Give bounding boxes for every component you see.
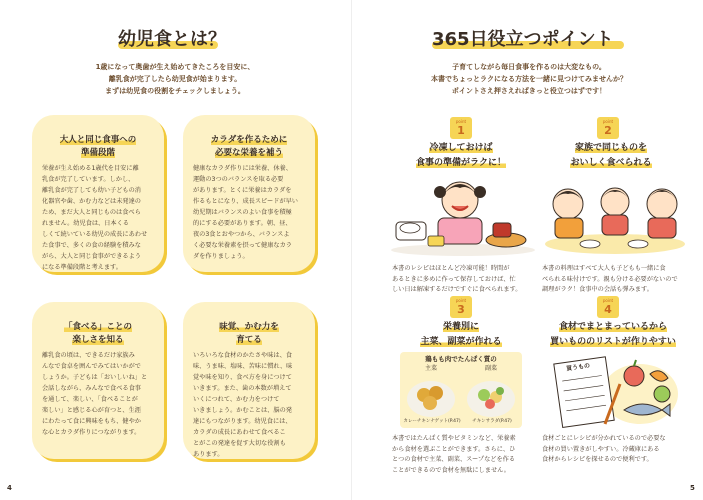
left-page-title: 幼児食とは？ [118, 29, 226, 50]
page-number-left: 4 [7, 484, 12, 492]
page-spine [351, 0, 352, 500]
right-intro-line: 本書でちょっとラクになる方法を一緒に見つけてみませんか？ [431, 75, 627, 83]
point-2-illustration [540, 178, 690, 258]
card-body: 健康なカラダ作りには栄養、休養、 運動の3つのバランスを取る必要 があります。とくに栄養はカラダを 作るもとになり、成長スピードが早い 幼児期はバランスのよい食事を積極 的にする必要があります。朝、昼、 夜の3食とおやつから、バランスよ く必要な栄養素を摂って健康なカラ ダを作りましょう。 [193, 165, 298, 260]
left-intro-line: 1歳になって奥歯が生え始めてきたころを目安に、 [95, 63, 255, 71]
point-1-badge: point 1 [450, 117, 472, 139]
card-preparation [32, 115, 164, 272]
food-box-title: 鶏もも肉でたんぱく質の [425, 355, 497, 363]
card-heading: 味覚、かむ力を 育てる [219, 322, 279, 345]
card-heading: 「食べる」ことの 楽しさを知る [63, 322, 132, 345]
right-intro [384, 61, 674, 97]
food-caption-1: カレーチキンナゲット(P.47) [403, 419, 461, 424]
food-caption-2: チキンサラダ(P.47) [472, 419, 512, 424]
food-photos [400, 371, 522, 421]
point-2-badge: point 2 [597, 117, 619, 139]
right-intro-line: 子育てしながら毎日食事を作るのは大変なもの。 [452, 63, 606, 71]
page-number-right: 5 [690, 484, 695, 492]
card-taste-chewing [183, 302, 315, 459]
point-3-food-box [400, 352, 522, 428]
point-1-body: 本書のレシピはほとんど冷凍可能！時間が あるときに多めに作って保存しておけば、忙 しい日は解凍するだけですぐに食べられます。 [392, 265, 522, 293]
food-box-main-label: 主菜 [424, 365, 437, 372]
left-intro [40, 61, 310, 97]
point-3-body: 本書ではたんぱく質やビタミンなど、栄養素 から食材を選ぶことができます。さらに、ひ とつの食材で主菜、副菜、スープなどを作る ことができるので食材を無駄にしません。 [392, 435, 516, 474]
left-intro-line: 離乳食が完了したら幼児食が始まります。 [108, 75, 242, 83]
right-intro-line: ポイントさえ押さえればきっと役立つはずです！ [451, 87, 607, 95]
card-heading: 大人と同じ食事への 準備段階 [59, 135, 137, 158]
point-4-illustration [550, 354, 680, 430]
right-page-title: 365日役立つポイント [432, 29, 614, 50]
point-1-heading: 冷凍しておけば 食事の準備がラクに！ [415, 143, 506, 168]
point-3-heading: 栄養別に 主菜、副菜が作れる [420, 322, 502, 347]
point-2-body: 本書の料理はすべて大人も子どもも一緒に食 べられる味付けです。親も分ける必要がないので 調理がラク！食事中の会話も弾みます。 [542, 265, 678, 293]
point-4-body: 食材ごとにレシピが分かれているので必要な 食材の買い置きがしやすい。冷蔵庫にある 食材からレシピを探せるので便利です。 [542, 435, 666, 463]
point-4-heading: 食材でまとまっているから 買いもののリストが作りやすい [550, 322, 676, 347]
point-4-badge: point 4 [597, 296, 619, 318]
point-1-illustration [388, 178, 538, 258]
card-nutrition [183, 115, 315, 272]
card-heading: カラダを作るために 必要な栄養を補う [210, 135, 288, 158]
food-box-side-label: 副菜 [484, 365, 497, 372]
left-intro-line: まずは幼児食の役割をチェックしましょう。 [105, 87, 245, 95]
point-3-badge: point 3 [450, 296, 472, 318]
card-body: 栄養が生え始める1歳代を目安に離 乳食が完了しています。しかし、 離乳食が完了しても幼い子どもの消 化器官や歯、かむ力などは未発達の ため、まだ大人と同じものは食べら れません。幼児食は、日本くる しくて続いている幼児の成長にあわせ た食事で、多くの食の経験を積みな がら、大人と同じ食事ができるよう になる準備段階と考えます。 [42, 165, 148, 271]
memo-title: 買うもの [565, 362, 591, 373]
card-body: いろいろな食材のかたさや味は、食 味、うま味、塩味、苦味に慣れ、味 覚や味を知り、食べ方を身につけて いきます。また、歯の本数が増えて いくにつれて、かむ力をつけて いきましょう。かむことは、脳の発 達にもつながります。幼児食には、 カラダの成長にあわせて食べるこ とがこの発達を促す大切な役割も あります。 [193, 352, 293, 458]
card-joy-of-eating [32, 302, 164, 459]
card-body: 離乳食の頃は、できるだけ家族み んなで食卓を囲んでみてはいかがで しょうか。子どもは「おいしいね」と 会話しながら、みんなで食べる食事 を通して、楽しい、「食べることが 楽しい」と感じる心が育つと、生涯 にわたって食に興味をもち、健やか な心とカラダ作りにつながります。 [42, 352, 148, 436]
point-2-heading: 家族で同じものを おいしく食べられる [570, 143, 652, 168]
